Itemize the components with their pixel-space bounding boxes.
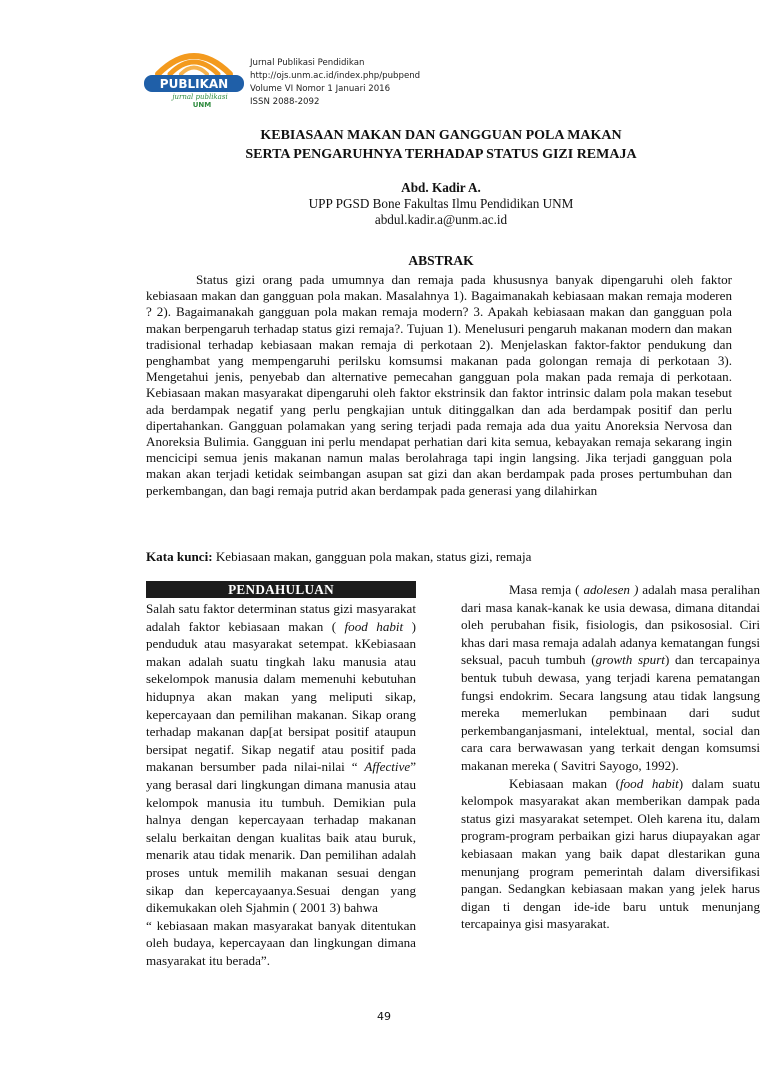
- remaja-growth-spurt: growth spurt: [595, 652, 665, 668]
- kebiasaan-food-habit: food habit: [620, 775, 679, 791]
- section-heading-pendahuluan: PENDAHULUAN: [146, 581, 416, 598]
- intro-p1-food-habit: food habit: [344, 618, 404, 634]
- journal-url[interactable]: http://ojs.unm.ac.id/index.php/pubpend: [250, 71, 421, 81]
- paper-title: [150, 126, 732, 164]
- intro-paragraph-kebiasaan: [461, 775, 760, 933]
- logo-arc-inner: [181, 68, 207, 75]
- intro-quote: “ kebiasaan makan masyarakat banyak ditentukan oleh budaya, kepercayaan dan lingkungan dimana masyarakat itu berada”.: [146, 917, 416, 968]
- author-block: [150, 180, 732, 228]
- remaja-part-c: ) dan tercapainya bentuk tubuh dewasa, yang terjadi karena pematangan fungsi endokrim. Secara langsung atau tidak langsung mereka memerlukan pembinaan dari sudut perkembanganjasmani, intelektual, mental, social dan cara cara berwawasan yang terkait dengan komsumsi makanan mereka ( Savitri Sayogo, 1992).: [461, 652, 760, 773]
- logo-text-main: PUBLIKAN: [159, 77, 229, 91]
- journal-volume: Volume VI Nomor 1 Januari 2016: [250, 84, 391, 94]
- journal-name: Jurnal Publikasi Pendidikan: [250, 58, 365, 68]
- title-line-1: KEBIASAAN MAKAN DAN GANGGUAN POLA MAKAN: [260, 128, 622, 143]
- kebiasaan-part-a: Kebiasaan makan (: [509, 775, 620, 791]
- kebiasaan-part-b: ) dalam suatu kelompok masyarakat akan memberikan dampak pada status gizi masyarakat setempet. Oleh karena itu, dalam program-program perbaikan gizi harus diupayakan agar kebiasaan makan yang baik dapat dlestarikan guna menunjang program pemerintah dalam diversifikasi pangan. Sedangkan kebiasaan makan yang jelek harus digan ti dengan ide-ide baru untuk menunjang tercapainya gisi masyarakat.: [461, 775, 760, 932]
- abstract-heading: ABSTRAK: [408, 253, 474, 268]
- remaja-part-a: Masa remja (: [509, 582, 584, 597]
- intro-paragraph-1: [146, 600, 416, 917]
- logo-text-sub: jurnal publikasi: [172, 93, 228, 101]
- right-column: [461, 581, 760, 933]
- journal-info: [250, 57, 420, 109]
- left-column: [146, 581, 416, 969]
- keywords-label: Kata kunci:: [146, 549, 213, 564]
- abstract-text: Status gizi orang pada umumnya dan remaja pada khususnya banyak dipengaruhi oleh faktor kebiasaan makan dan gangguan pola makan. Masalahnya 1). Bagaimanakah kebiasaan makan remaja moderen ? 2). Bagaimanakah gangguan pola makan remaja modern? 3. Apakah kebiasaan makan dan gangguan pola makan berpengaruh terhadap status gizi remaja?. Tujuan 1). Menelusuri pengaruh makanan modern dan makan tradisional terhadap kebiasaan makan remaja di perkotaan 2). Menjelaskan faktor-faktor pendukung dan penghambat yang mempengaruhi perilsku komsumsi makanan pada golongan remaja di perkotaan 3). Mengetahui jenis, penyebab dan alternative pemecahan gangguan pola makan pada remaja di perkotaan. Kebiasaan makan masyarakat dipengaruhi oleh faktor ekstrinsik dan faktor intrinsic dalam pola makan tesebut ada berdampak negatif yang perlu pengkajian untuk ditinggalkan dan ada berdampak positif dan perlu dipertahankan. Gangguan polamakan yang sering terjadi pada remaja ada dua yaitu Anoreksia Nervosa dan Anoreksia Bulimia. Gangguan ini perlu mendapat perhatian dari kita semua, kebayakan remaja sekarang ingin mencicipi semua jenis makanan namun malas berolahraga tapi ingin langsing. Jika terjadi gangguan pola makan akan terjadi ketidak seimbangan asupan sat gizi dan akan berdampak pada proses pertumbuhan dan perkembangan, dan bagi remaja putrid akan berdampak pada generasi yang dilahirkan: [146, 272, 732, 498]
- journal-issn: ISSN 2088-2092: [250, 97, 320, 107]
- author-name: Abd. Kadir A.: [401, 180, 481, 195]
- keywords: [146, 549, 732, 565]
- remaja-adolesen: adolesen ): [583, 582, 639, 597]
- title-line-2: SERTA PENGARUHNYA TERHADAP STATUS GIZI REMAJA: [245, 147, 637, 162]
- keywords-text: Kebiasaan makan, gangguan pola makan, status gizi, remaja: [212, 549, 532, 564]
- publikan-logo: [140, 44, 248, 108]
- logo-text-unm: UNM: [192, 101, 212, 108]
- author-affiliation: UPP PGSD Bone Fakultas Ilmu Pendidikan UNM: [308, 196, 574, 211]
- intro-p1-part-c: ” yang berasal dari lingkungan dimana manusia atau kelompok manusia itu tumbuh. Demikian pula halnya dengan kepercayaan terhadap makanan selalu berkaitan dengan kualitas baik atau buruk, menarik atau tidak menarik. Dan pemilihan adalah proses untuk memilih makanan sesuai dengan sikap dan kepercayaanya.Sesuai dengan yang dikemukakan oleh Sjahmin ( 2001 3) bahwa: [146, 759, 416, 916]
- remaja-part-b: adalah masa peralihan dari masa kanak-kanak ke usia dewasa, dimana ditandai oleh perubahan fisik, fisiologis, dan psikososial. Ciri khas dari masa remaja adalah adanya kematangan fungsi seksual, pacuh tumbuh (: [461, 582, 760, 668]
- logo-arc-outer: [158, 56, 230, 74]
- intro-p1-part-b: ) penduduk atau masyarakat setempat. kKebiasaan makan adalah suatu tingkah laku manusia atau sekelompok manusia dalam memenuhi kebutuhan hidupnya akan makan yang meliputi sikap, kepercayaan dan pemilihan makanan. Sikap orang terhadap makanan dap[at bersipat positif ataupun bersipat negatif. Sikap negatif atau positif pada makanan bersumber pada nilai-nilai “: [146, 618, 416, 775]
- intro-p1-part-a: Salah satu faktor determinan status gizi masyarakat adalah faktor kebiasaan makan (: [146, 601, 416, 634]
- author-email[interactable]: abdul.kadir.a@unm.ac.id: [374, 212, 508, 227]
- page-number: 49: [377, 1010, 391, 1023]
- intro-paragraph-remaja: [461, 581, 760, 775]
- intro-p1-affective: Affective: [364, 759, 411, 775]
